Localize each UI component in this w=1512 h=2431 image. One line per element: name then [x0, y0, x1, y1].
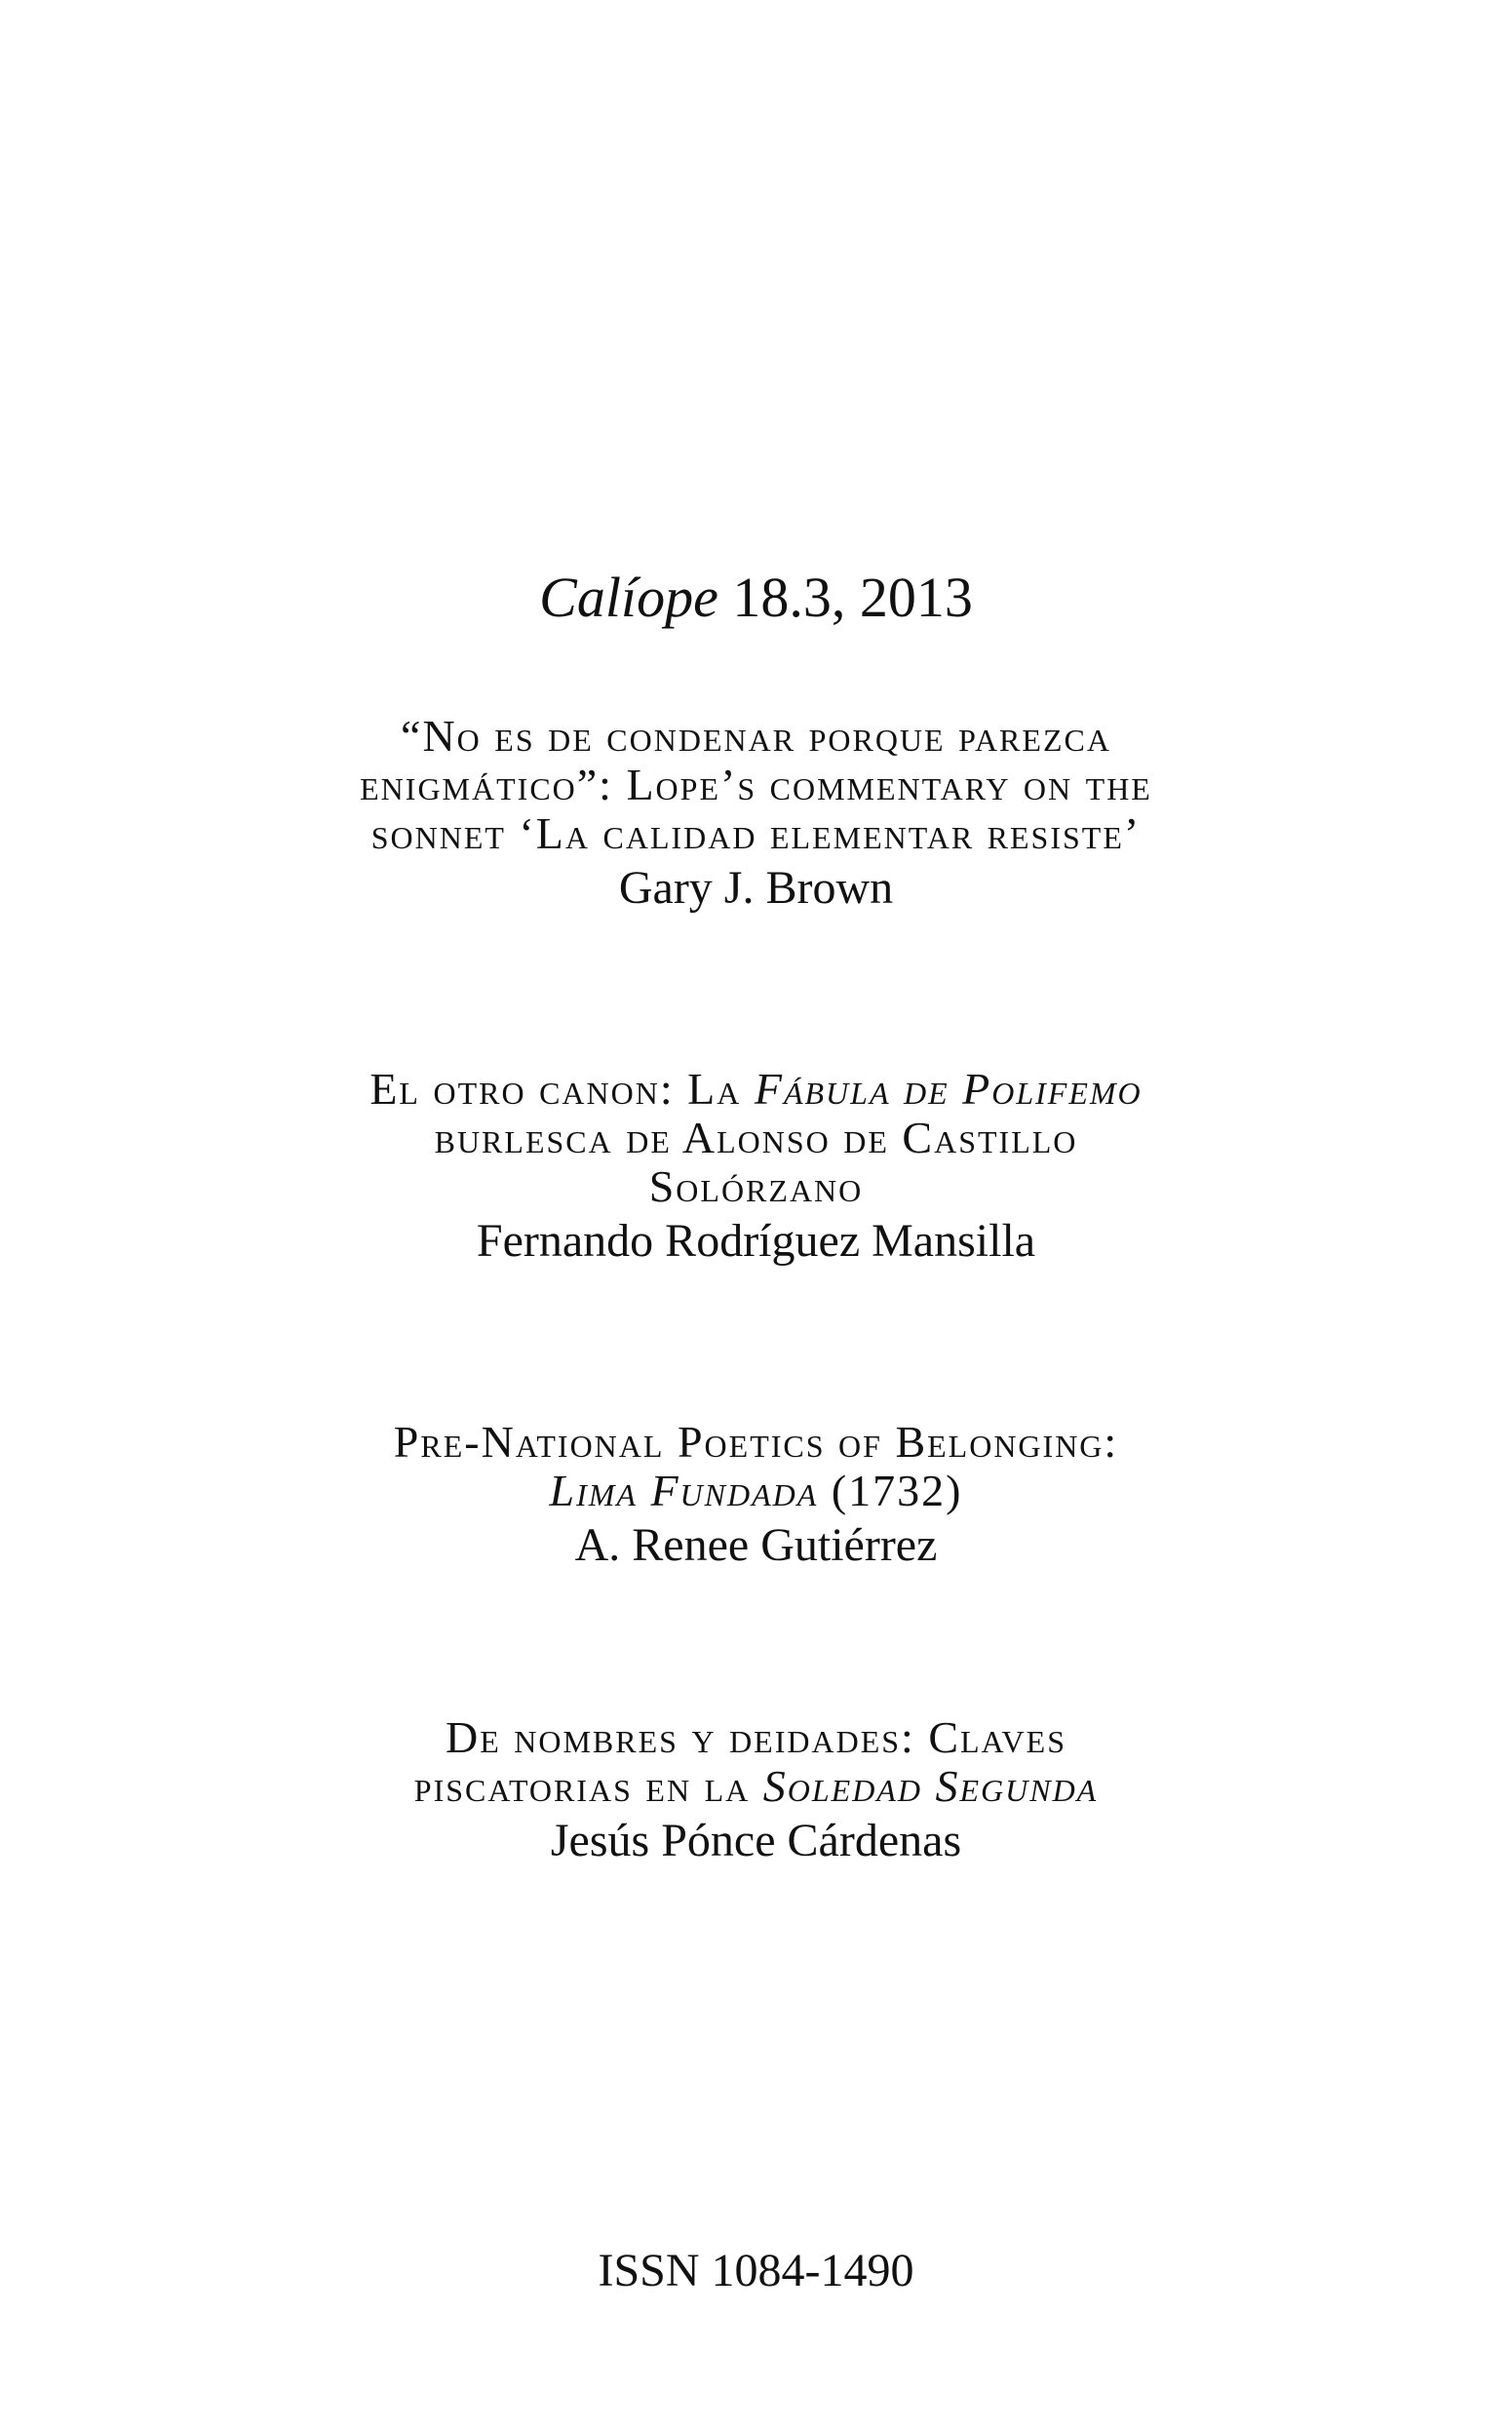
journal-title: Calíope [539, 566, 718, 629]
article-author: A. Renee Gutiérrez [574, 1519, 938, 1571]
title-text: burlesca de Alonso de Castillo [434, 1113, 1078, 1162]
article-title-line [0, 1762, 1512, 1811]
article-title-line [0, 1162, 1512, 1211]
title-italic-text: Lima Fundada [549, 1466, 819, 1515]
article-author: Jesús Pónce Cárdenas [550, 1815, 962, 1866]
title-italic-text: Soledad Segunda [762, 1761, 1099, 1811]
journal-issue: 18.3, 2013 [732, 566, 973, 629]
title-text: De nombres y deidades: Claves [445, 1712, 1066, 1762]
title-text: El otro canon: La [369, 1064, 755, 1114]
article-title-line [0, 1467, 1512, 1515]
article-title-line [0, 1065, 1512, 1114]
article-author: Gary J. Brown [618, 862, 894, 914]
title-text: “No es de condenar porque parezca [401, 711, 1111, 761]
article-entry [0, 712, 1512, 917]
title-text: Solórzano [648, 1161, 864, 1211]
title-italic-text: Fábula de Polifemo [754, 1064, 1143, 1114]
title-text: Pre-National Poetics of Belonging: [393, 1417, 1119, 1467]
article-entry [0, 1713, 1512, 1869]
journal-heading [0, 564, 1512, 632]
article-title-line [0, 1114, 1512, 1162]
article-title-line [0, 1418, 1512, 1467]
article-title-line [0, 761, 1512, 809]
article-title-line [0, 809, 1512, 858]
title-text: piscatorias en la [413, 1761, 763, 1811]
article-author: Fernando Rodríguez Mansilla [476, 1215, 1036, 1267]
issn-number: ISSN 1084-1490 [598, 2245, 914, 2296]
title-text: enigmático”: Lope’s commentary on the [360, 760, 1152, 809]
title-text: sonnet ‘La calidad elementar resiste’ [370, 808, 1142, 858]
article-entry [0, 1418, 1512, 1574]
article-entry [0, 1065, 1512, 1270]
article-title-line [0, 1713, 1512, 1762]
title-text: (1732) [818, 1466, 963, 1515]
article-title-line [0, 712, 1512, 761]
